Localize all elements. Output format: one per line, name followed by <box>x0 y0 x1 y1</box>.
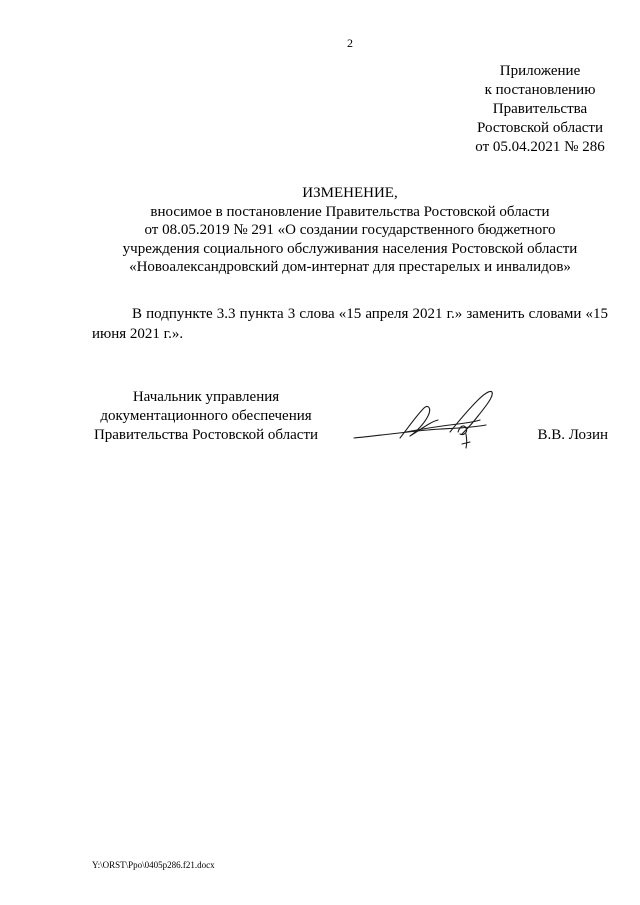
handwritten-signature <box>346 382 510 454</box>
appendix-line: Приложение <box>499 63 581 79</box>
signature-stroke <box>406 420 480 432</box>
amendment-heading <box>60 184 640 277</box>
appendix-line: от 05.04.2021 № 286 <box>475 139 605 155</box>
amendment-line: учреждения социального обслуживания населения Ростовской области <box>122 240 578 257</box>
amendment-line: вносимое в постановление Правительства Ростовской области <box>150 203 550 220</box>
appendix-line: Правительства <box>492 101 588 117</box>
amendment-line: «Новоалександровский дом-интернат для престарелых и инвалидов» <box>129 259 571 275</box>
signer-position <box>76 388 336 445</box>
amendment-paragraph <box>92 304 608 344</box>
amendment-line: от 08.05.2019 № 291 «О создании государственного бюджетного <box>144 222 556 238</box>
signature-stroke <box>450 391 492 434</box>
paragraph-text: В подпункте 3.3 пункта 3 слова «15 апреля 2021 г.» заменить словами «15 июня 2021 г.». <box>92 306 608 342</box>
signature-stroke <box>400 406 438 438</box>
appendix-line: Ростовской области <box>477 120 603 136</box>
signer-position-line: Правительства Ростовской области <box>93 427 319 443</box>
signer-name: В.В. Лозин <box>537 427 608 443</box>
signature-stroke <box>462 434 470 448</box>
appendix-block <box>440 62 640 157</box>
signer-position-line: документационного обеспечения <box>100 408 312 424</box>
page-number: 2 <box>347 36 353 50</box>
signer-position-line: Начальник управления <box>132 389 280 405</box>
file-path: Y:\ORST\Ppo\0405p286.f21.docx <box>92 860 215 870</box>
amendment-title: ИЗМЕНЕНИЕ, <box>302 185 398 201</box>
appendix-line: к постановлению <box>484 82 596 98</box>
signature-strokes <box>354 391 492 448</box>
